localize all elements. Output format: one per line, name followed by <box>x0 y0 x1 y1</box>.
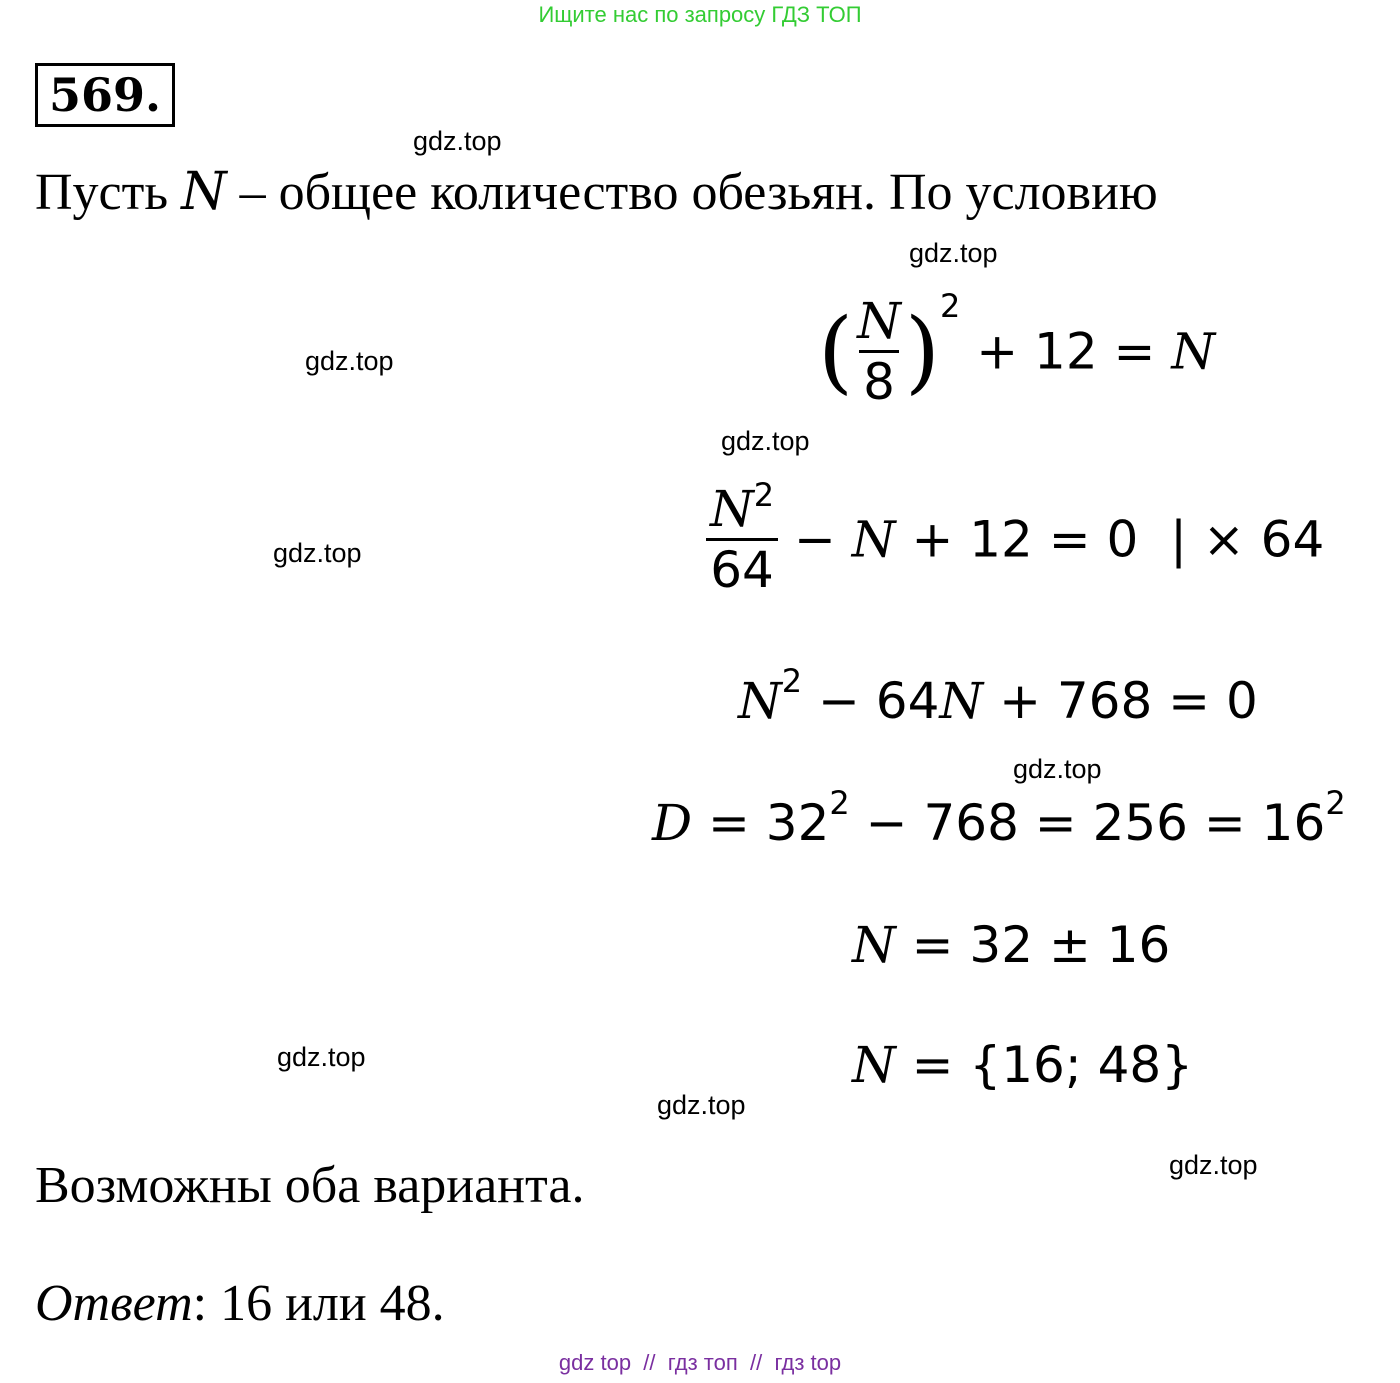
watermark: gdz.top <box>277 1042 366 1072</box>
fraction <box>706 476 778 599</box>
part-1: = 32 <box>692 794 830 852</box>
watermark: gdz.top <box>657 1090 746 1120</box>
equation-1 <box>818 287 1216 411</box>
intro-after: – общее количество обезьян. По условию <box>226 164 1158 221</box>
equation-rest: + 768 = 0 <box>983 672 1258 730</box>
exponent-1: 2 <box>829 784 850 822</box>
numerator <box>706 476 778 538</box>
equation-6 <box>852 1036 1193 1094</box>
part-2: − 768 = 256 = 16 <box>849 794 1326 852</box>
equation-rest: + 12 = 0 | × 64 <box>895 510 1325 569</box>
var: N <box>852 1036 896 1094</box>
var-1: N <box>738 672 782 730</box>
numerator: N <box>857 292 901 350</box>
equation-5 <box>852 916 1170 974</box>
intro-text <box>35 162 1158 222</box>
equation-rest: = {16; 48} <box>895 1036 1194 1094</box>
var: N <box>852 916 896 974</box>
footer-links[interactable]: gdz top // гдз топ // гдз top <box>558 1350 842 1375</box>
exponent-2: 2 <box>1325 784 1346 822</box>
watermark: gdz.top <box>413 126 502 156</box>
answer-value: : 16 или 48. <box>192 1275 445 1332</box>
watermark: gdz.top <box>721 426 810 456</box>
equation-rest: + 12 = <box>960 322 1172 381</box>
problem-number-text: 569. <box>48 68 162 122</box>
var-2: N <box>939 672 984 730</box>
equation-var: N <box>851 510 896 569</box>
equation-4 <box>652 784 1346 852</box>
equation-minus: − <box>778 510 852 569</box>
watermark: gdz.top <box>1013 754 1102 784</box>
equation-3 <box>738 662 1258 730</box>
denominator: 64 <box>706 538 778 599</box>
exponent: 2 <box>940 287 961 325</box>
problem-number <box>35 63 175 127</box>
equation-2 <box>706 476 1325 599</box>
right-paren: ) <box>904 299 940 404</box>
watermark: gdz.top <box>273 538 362 568</box>
numerator-exponent: 2 <box>753 476 775 514</box>
watermark: gdz.top <box>305 346 394 376</box>
watermark: gdz.top <box>909 238 998 268</box>
middle-term: − 64 <box>802 672 940 730</box>
intro-variable: N <box>181 162 227 222</box>
equation-rest: = 32 ± 16 <box>895 916 1171 974</box>
intro-before: Пусть <box>35 164 182 221</box>
denominator: 8 <box>859 350 899 411</box>
discriminant-var: D <box>652 794 693 852</box>
watermark: gdz.top <box>1169 1150 1258 1180</box>
fraction <box>853 292 905 411</box>
conclusion-text: Возможны оба варианта. <box>35 1157 585 1214</box>
numerator-var: N <box>710 480 754 538</box>
exponent: 2 <box>781 662 803 700</box>
search-hint[interactable]: Ищите нас по запросу ГДЗ ТОП <box>538 2 862 27</box>
left-paren: ( <box>818 299 854 404</box>
answer-label: Ответ <box>35 1275 193 1332</box>
equation-rhs: N <box>1171 322 1216 381</box>
answer-line <box>35 1274 445 1333</box>
